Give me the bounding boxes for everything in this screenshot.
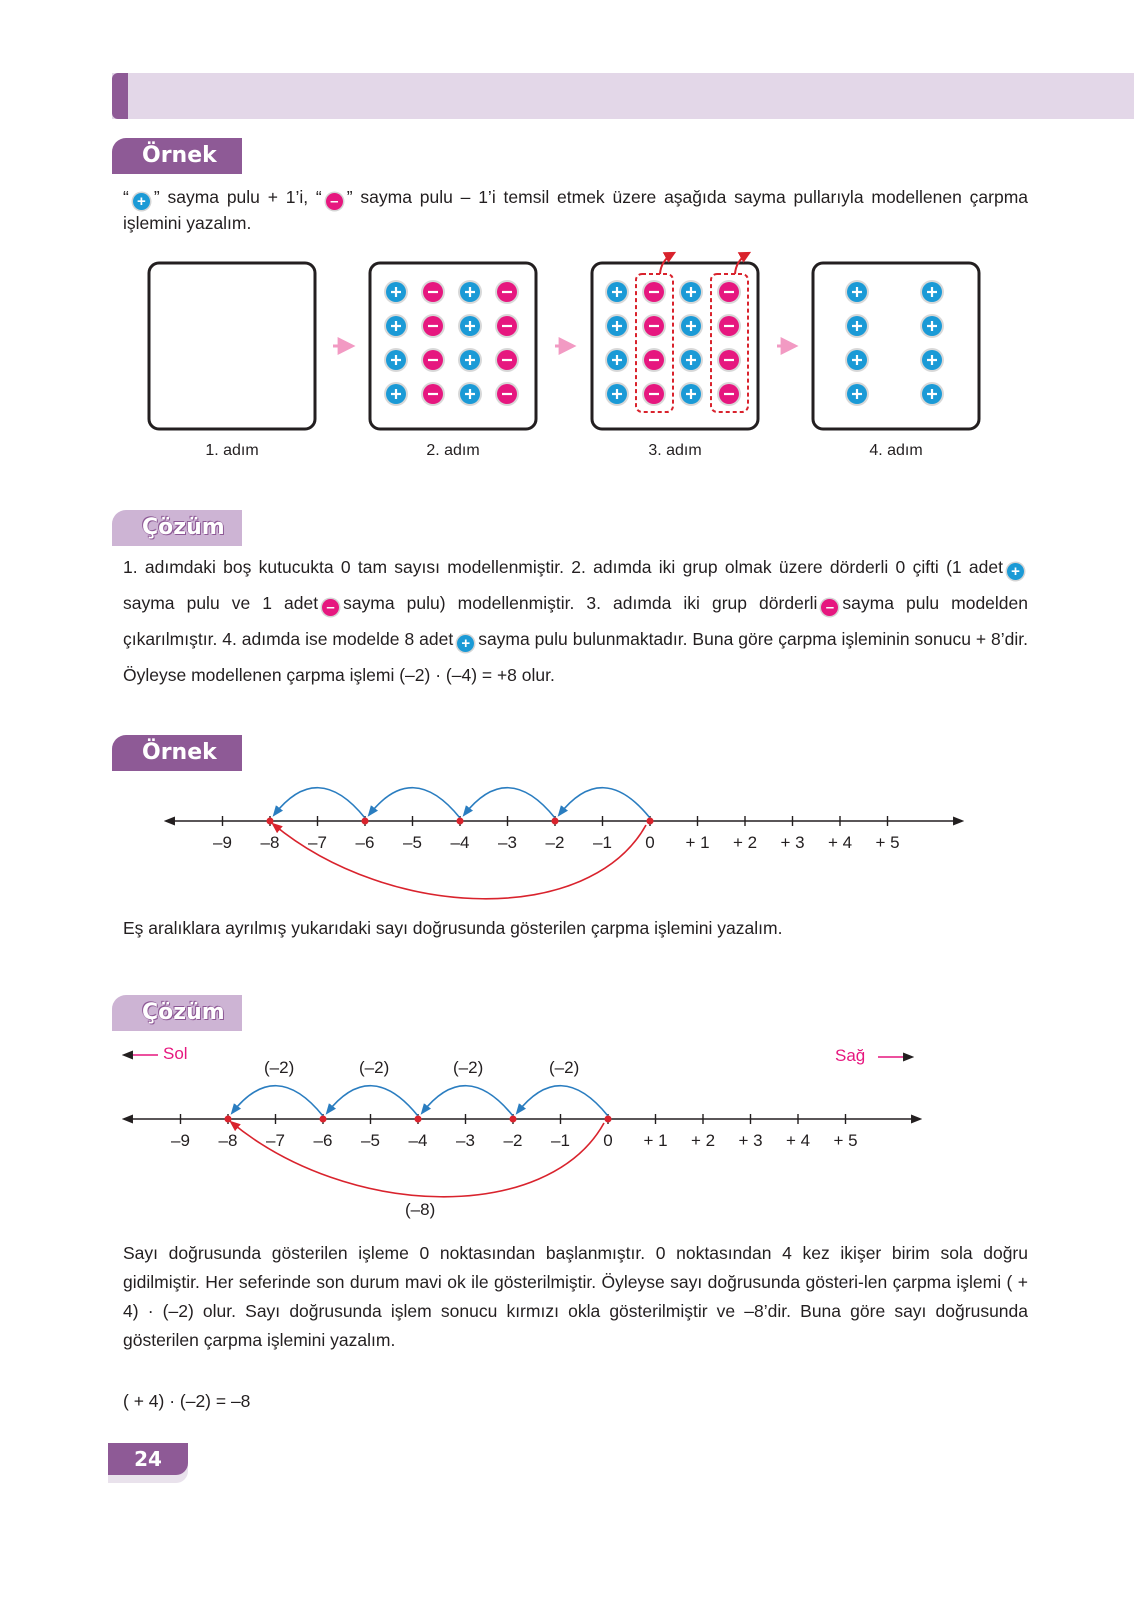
solution1-text-1: 1. adımdaki boş kutucukta 0 tam sayısı modellenmiştir. 2. adımda iki grup olmak üzere dörderli 0 çifti (1 adet (123, 557, 1003, 577)
tick-label: –1 (551, 1131, 570, 1150)
solution2-paragraph: Sayı doğrusunda gösterilen işleme 0 noktasından başlanmıştır. 0 noktasından 4 kez ikişer birim sola doğru gidilmiştir. Her seferinde son durum mavi ok ile gösterilmiştir. Öyleyse sayı doğrusunda gösteri-len çarpma işlemi ( + 4) · (–2) olur. Sayı doğrusunda işlem sonucu kırmızı okla gösterilmiştir ve –8’dir. Buna göre sayı doğrusunda gösterilen çarpma işlemini yazalım. (123, 1243, 1028, 1350)
jump-arrow-icon (517, 1086, 608, 1116)
tick-label: + 3 (738, 1131, 763, 1150)
tick-label: + 2 (732, 833, 758, 852)
tick-label: –2 (545, 833, 565, 852)
tick-label: –1 (593, 833, 612, 852)
tick-label: –2 (503, 1131, 523, 1150)
jump-arrow-icon (232, 1086, 323, 1116)
tick-label: –6 (355, 833, 375, 852)
result-label: (–8) (405, 1200, 436, 1219)
tick-label: 0 (645, 833, 655, 852)
tick-label: + 5 (875, 833, 900, 852)
final-equation: ( + 4) · (–2) = –8 (123, 1391, 251, 1411)
intro-text-a: ” sayma pulu + 1’i, “ (153, 187, 322, 207)
intro-text-b: ” sayma pulu – 1’i temsil etmek üzere aşağıda sayma pullarıyla modellenen çarpma işlemini yazalım. (123, 187, 1029, 233)
step-label-1: 1. adım (205, 442, 259, 459)
tick-label: + 3 (780, 833, 805, 852)
example2-question: Eş aralıklara ayrılmış yukarıdaki sayı doğrusunda gösterilen çarpma işlemini yazalım. (123, 918, 783, 938)
minus-chip-icon: – (821, 599, 838, 616)
tick-label: + 2 (690, 1131, 716, 1150)
tick-label: + 5 (833, 1131, 858, 1150)
page-number-badge (108, 1443, 188, 1483)
left-direction-label: Sol (163, 1044, 188, 1063)
plus-chip-icon: + (457, 635, 474, 652)
jump-label-3: (–2) (453, 1058, 484, 1077)
jump-point (320, 1116, 327, 1123)
minus-chip-icon: – (322, 599, 339, 616)
tick-label: + 1 (643, 1131, 668, 1150)
intro-quote-open: “ (123, 187, 129, 207)
tick-label: + 4 (785, 1131, 811, 1150)
tick-label: –6 (313, 1131, 333, 1150)
tick-label: –4 (450, 833, 470, 852)
jump-label-2: (–2) (359, 1058, 390, 1077)
solution1-text-2: sayma pulu ve 1 adet (123, 593, 319, 613)
step-label-3: 3. adım (648, 442, 702, 459)
solution1-text-5: sayma pulu bulunmaktadır. Buna göre çarpma işleminin sonucu + 8’dir. Öyleyse modellenen çarpma işlemi (–2) · (–4) = +8 olur. (123, 629, 1029, 685)
tick-label: –7 (266, 1131, 285, 1150)
solution1-text-3: sayma pulu) modellenmiştir. 3. adımda iki grup dörderli (343, 593, 818, 613)
step-label-2: 2. adım (426, 442, 480, 459)
plus-chip-icon: + (1007, 563, 1024, 580)
ornek-tag-2: Örnek (112, 735, 242, 771)
jump-arrow-icon (422, 1086, 513, 1116)
jump-point (510, 1116, 517, 1123)
cozum-tag-2: Çözüm (112, 995, 242, 1031)
page-number: 24 (108, 1443, 188, 1475)
jump-arrow-icon (327, 1086, 418, 1116)
jump-label-1: (–2) (264, 1058, 295, 1077)
jump-point (415, 1116, 422, 1123)
tick-label: –8 (260, 833, 280, 852)
ornek-tag-1: Örnek (112, 138, 242, 174)
tick-label: + 1 (685, 833, 710, 852)
solution1-text-4: sayma pulu modelden çıkarılmıştır. 4. adımda ise modelde 8 adet (123, 593, 1028, 649)
right-direction-label: Sağ (835, 1046, 866, 1065)
tick-label: –9 (213, 833, 232, 852)
tick-label: + 4 (827, 833, 853, 852)
tick-label: –3 (498, 833, 517, 852)
cozum-tag-1: Çözüm (112, 510, 242, 546)
tick-label: –3 (456, 1131, 475, 1150)
tick-label: –4 (408, 1131, 428, 1150)
tick-label: –5 (403, 833, 422, 852)
jump-point (225, 1116, 232, 1123)
tick-label: –7 (308, 833, 327, 852)
tick-label: –8 (218, 1131, 238, 1150)
step-label-4: 4. adım (869, 442, 923, 459)
tick-label: –5 (361, 1131, 380, 1150)
tick-label: 0 (603, 1131, 613, 1150)
minus-chip-icon: – (326, 193, 343, 210)
jump-point (605, 1116, 612, 1123)
plus-chip-icon: + (133, 193, 150, 210)
jump-label-4: (–2) (549, 1058, 580, 1077)
tick-label: –9 (171, 1131, 190, 1150)
